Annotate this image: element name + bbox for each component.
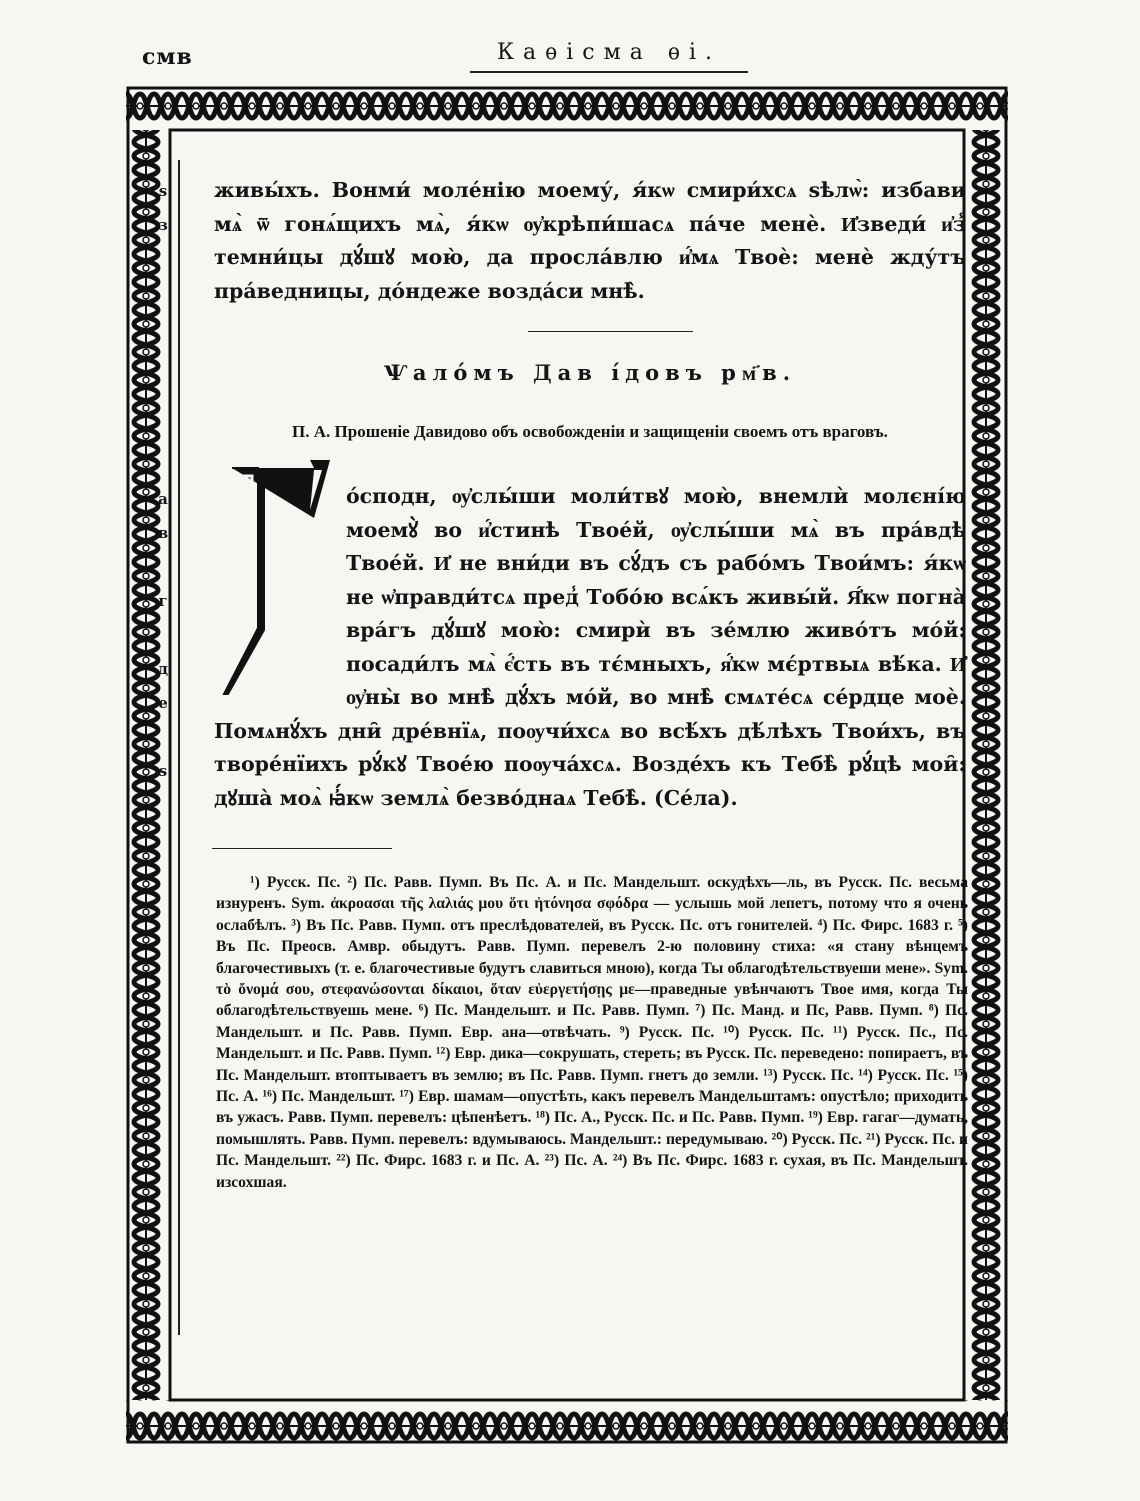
verse-number: в [157, 524, 169, 542]
verse-number: д [158, 660, 168, 678]
verse-number: ѕ [158, 182, 168, 200]
running-head: Каѳісма ѳі. [470, 40, 748, 73]
psalm-142-text [214, 480, 966, 815]
section-divider [528, 331, 693, 332]
footnotes: ¹) Русск. Пс. ²) Пс. Равв. Пумп. Въ Пс. А. и Пс. Мандельшт. оскудѣхъ—ль, въ Русск. Пс. весьма изнуренъ. Sym. ἀκροασαι τῆς λαλιάς μου ὅτι ἠτόνησα σφόδρα — услышь мой лепетъ, потому что я очень ослабѣлъ. ³) Въ Пс. Равв. Пумп. отъ преслѣдователей, въ Русск. Пс. отъ гонителей. ⁴) Пс. Фирс. 1683 г. ⁵) Въ Пс. Преосв. Амвр. обыдутъ. Равв. Пумп. перевелъ 2-ю половину стиха: «я стану вѣнцемъ благочестивыхъ (т. е. благочестивые будутъ славиться мною), когда Ты облагодѣтельствуеши мене». Sym. τὸ ὄνομά σου, στεφανώσονται δίκαιοι, ὅταν εὐεργετήσῃς με—праведные увѣнчаютъ Твое имя, когда Ты облагодѣтельствуешь мене. ⁶) Пс. Мандельшт. и Пс. Равв. Пумп. ⁷) Пс. Манд. и Пс, Равв. Пумп. ⁸) Пс. Мандельшт. и Пс. Равв. Пумп. Евр. ана—отвѣчать. ⁹) Русск. Пс. ¹⁰) Русск. Пс. ¹¹) Русск. Пс., Пс. Мандельшт. и Пс. Равв. Пумп. ¹²) Евр. дика—сокрушать, стереть; въ Русск. Пс. переведено: попираетъ, въ Пс. Мандельшт. втоптываетъ въ землю; въ Пс. Равв. Пумп. гнетъ до земли. ¹³) Русск. Пс. ¹⁴) Русск. Пс. ¹⁵) Пс. А. ¹⁶) Пс. Мандельшт. ¹⁷) Евр. шамам—опустѣть, какъ перевелъ Мандельштамъ: опустѣло; приходить въ ужасъ. Равв. Пумп. перевелъ: цѣпенѣетъ. ¹⁸) Пс. А., Русск. Пс. и Пс. Равв. Пумп. ¹⁹) Евр. гагаг—думать, помышлять. Равв. Пумп. перевелъ: вдумываюсь. Мандельшт.: передумываю. ²⁰) Русск. Пс. ²¹) Русск. Пс. и Пс. Мандельшт. ²²) Пс. Фирс. 1683 г. и Пс. А. ²³) Пс. А. ²⁴) Въ Пс. Фирс. 1683 г. сухая, въ Пс. Мандельшт. изсохшая. [216, 874, 968, 1191]
psalm-title: Ѱало́мъ Дав і́довъ рм҃в. [383, 360, 797, 385]
footnote-divider [212, 848, 392, 849]
psalm-142-body: о́сподн, ѹ҆слы́ши моли́твꙋ мою̀, внемлѝ молєні́ю моемꙋ̀ во и҆́стинѣ Твое́й, ѹ҆слы́ши мѧ̀ въ пра́вдѣ Твое́й. И҆ не вни́ди въ сꙋ́дъ съ рабо́мъ Твои́мъ: я́кѡ не ѡ҆правди́тсѧ пред̾ Тобо́ю всѧ́къ живы́й. Я҆́кѡ погна̀ вра́гъ дꙋ́шꙋ мою̀: смирѝ въ зе́млю живо́тъ мо́й: посади́лъ мѧ̀ є҆́сть въ тє́мныхъ, я҆́кѡ мє́ртвыѧ вѣ́ка. И҆ ѹ҆ны̀ во мнѣ̀ дꙋ́хъ мо́й, во мнѣ̀ смѧте́сѧ се́рдце моѐ. Помѧнꙋ́хъ дни̑ дре́внїѧ, поѹчи́хсѧ во всѣ́хъ дѣ́лѣхъ Твои́хъ, въ творе́нїихъ рꙋ́кꙋ Твое́ю поѹча́хсѧ. Возде́хъ къ Тебѣ̀ рꙋ́цѣ мои̑: дꙋша̀ моѧ̀ ꙗ҆́кѡ землѧ̀ безво́днаѧ Тебѣ̀. (Се́ла). [214, 484, 966, 810]
verse-number: а [158, 490, 168, 508]
verse-numbers-main [152, 482, 174, 788]
page-content [157, 160, 975, 1335]
psalm-subtitle: П. А. Прошеніе Давидово объ освобожденіи и защищеніи своемъ отъ враговъ. [292, 422, 888, 441]
verse-number: з [158, 216, 168, 234]
psalm-141-ending: живы́хъ. Вонми́ моле́нію моему́, я́кѡ смири́хсѧ ѕѣлѡ̀: избави мѧ̀ ѿ гонѧ́щихъ мѧ̀, я́кѡ ѹ҆крѣпи́шасѧ па́че менѐ. И҆зведи́ и҆з̾ темни́цы дꙋ́шꙋ мою̀, да прослáвлю и҆́мѧ Твоѐ: менѐ жду́тъ пра́ведницы, до́ндеже возда́си мнѣ̀. [214, 178, 966, 303]
verse-number: г [158, 592, 168, 610]
verse-numbers-top [152, 174, 174, 242]
verse-number: е [158, 694, 168, 712]
verse-number: ѕ [158, 762, 168, 780]
page-number: смв [142, 44, 193, 70]
dropcap-spacer [214, 480, 346, 714]
